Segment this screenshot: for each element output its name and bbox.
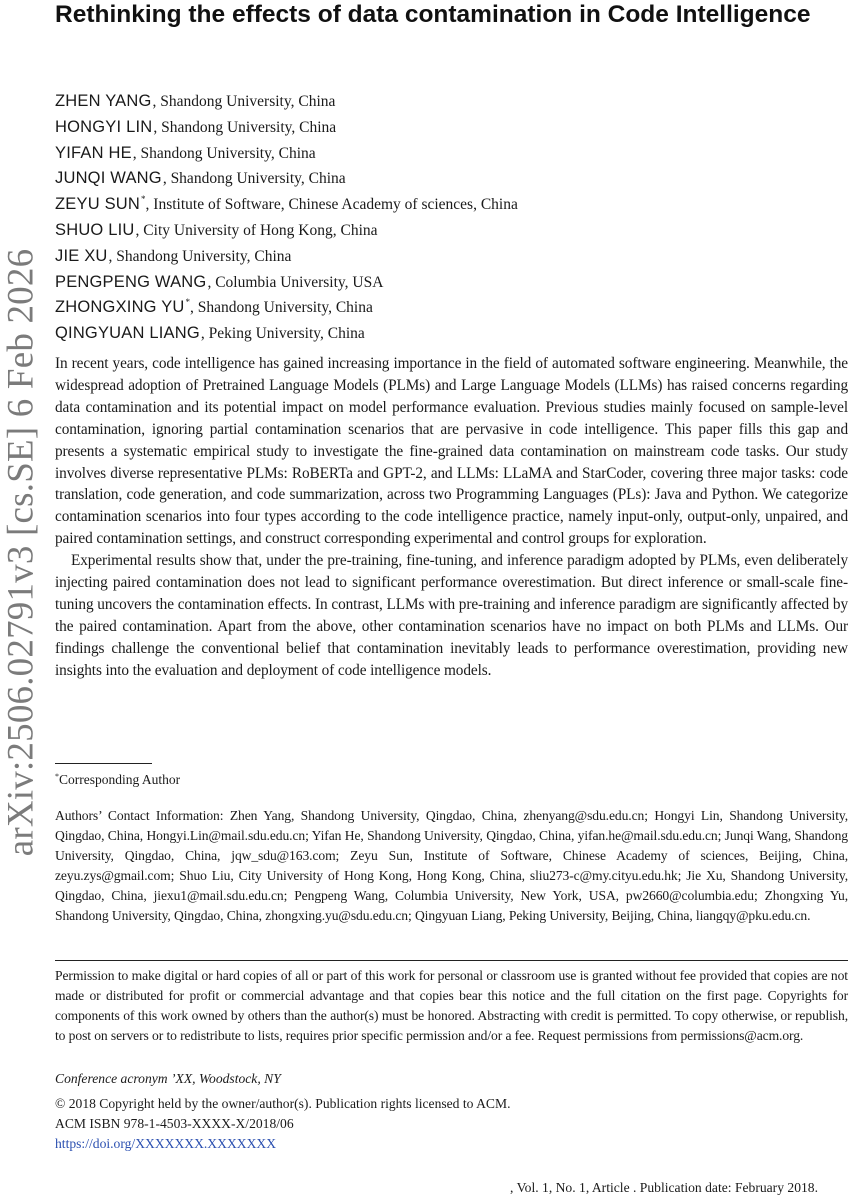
author-affiliation: , Shandong University, China	[132, 144, 316, 162]
abstract-paragraph: Experimental results show that, under the pre-training, fine-tuning, and inference paradigm adopted by PLMs, even deliberately injecting paired contamination does not lead to significant performance overestimation. But direct inference or small-scale fine-tuning uncovers the contamination effects. In contrast, LLMs with pre-training and inference paradigm are significantly affected by the paired contamination. Apart from the above, other contamination scenarios have no impact on both PLMs and LLMs. Our findings challenge the conventional belief that contamination inevitably leads to performance overestimation, providing new insights into the evaluation and deployment of code intelligence models.	[55, 552, 848, 679]
author-name: PENGPENG WANG	[55, 272, 207, 291]
author-affiliation: , Shandong University, China	[108, 247, 292, 265]
corresponding-mark: *	[141, 194, 146, 205]
page-footer: , Vol. 1, No. 1, Article . Publication date: February 2018.	[510, 1180, 818, 1195]
author-affiliation: , Peking University, China	[200, 325, 365, 343]
author-name: JIE XU	[55, 246, 108, 265]
author-name: SHUO LIU	[55, 220, 135, 239]
author-affiliation: , Shandong University, China	[190, 299, 373, 317]
doi-link[interactable]: https://doi.org/XXXXXXX.XXXXXXX	[55, 1136, 277, 1151]
author-contact-information: Authors’ Contact Information: Zhen Yang, Shandong University, Qingdao, China, zhenyang@sdu.edu.cn; Hongyi Lin, Shandong University, Qingdao, China, Hongyi.Lin@mail.sdu.edu.cn; Yifan He, Shandong University, Qingdao, China, yifan.he@mail.sdu.edu.cn; Junqi Wang, Shandong University, Qingdao, China, jqw_sdu@163.com; Zeyu Sun, Institute of Software, Chinese Academy of sciences, Beijing, China, zeyu.zys@gmail.com; Shuo Liu, City University of Hong Kong, Hong Kong, China, sliu273-c@my.cityu.edu.hk; Jie Xu, Shandong University, Qingdao, China, jiexu1@mail.sdu.edu.cn; Pengpeng Wang, Columbia University, New York, USA, pw2660@columbia.edu; Zhongxing Yu, Shandong University, Qingdao, China, zhongxing.yu@sdu.edu.cn; Qingyuan Liang, Peking University, Beijing, China, liangqy@pku.edu.cn.	[55, 808, 848, 923]
author-name: ZEYU SUN	[55, 195, 141, 214]
isbn-line: ACM ISBN 978-1-4503-XXXX-X/2018/06	[55, 1116, 294, 1131]
arxiv-identifier: arXiv:2506.02791v3 [cs.SE] 6 Feb 2026	[0, 248, 42, 856]
conference-line: Conference acronym ’XX, Woodstock, NY	[55, 1071, 281, 1086]
footnote-text: Corresponding Author	[59, 772, 181, 787]
author-affiliation: , Columbia University, USA	[207, 273, 384, 291]
author-list	[55, 84, 848, 342]
permission-notice: Permission to make digital or hard copies of all or part of this work for personal or classroom use is granted without fee provided that copies are not made or distributed for profit or commercial advantage and that copies bear this notice and the full citation on the first page. Copyrights for components of this work owned by others than the author(s) must be honored. Abstracting with credit is permitted. To copy otherwise, or republish, to post on servers or to redistribute to lists, requires prior specific permission and/or a fee. Request permissions from permissions@acm.org.	[55, 968, 848, 1043]
author-entry	[55, 136, 848, 162]
author-name: HONGYI LIN	[55, 117, 153, 136]
author-entry	[55, 290, 848, 316]
author-name: ZHONGXING YU	[55, 298, 185, 317]
copyright-line: © 2018 Copyright held by the owner/author(s). Publication rights licensed to ACM.	[55, 1096, 511, 1111]
author-entry	[55, 161, 848, 187]
author-entry	[55, 316, 848, 342]
abstract	[55, 353, 848, 682]
author-name: ZHEN YANG	[55, 92, 152, 110]
author-affiliation: , City University of Hong Kong, China	[135, 221, 378, 239]
footnote-rule	[55, 763, 152, 764]
corresponding-mark: *	[185, 297, 191, 308]
footnote	[55, 768, 180, 789]
permission-rule	[55, 960, 848, 961]
author-affiliation: , Shandong University, China	[152, 93, 336, 110]
footnote-mark: *	[55, 772, 59, 781]
author-entry	[55, 84, 848, 110]
arxiv-sidebar-stamp	[0, 212, 44, 892]
author-name: YIFAN HE	[55, 143, 132, 162]
author-entry	[55, 213, 848, 239]
author-affiliation: , Institute of Software, Chinese Academy of sciences, China	[145, 196, 518, 214]
author-name: QINGYUAN LIANG	[55, 324, 200, 343]
author-affiliation: , Shandong University, China	[162, 170, 346, 188]
author-entry	[55, 239, 848, 265]
author-entry	[55, 187, 848, 213]
author-affiliation: , Shandong University, China	[153, 118, 337, 136]
author-entry	[55, 265, 848, 291]
copyright-block	[55, 1094, 510, 1154]
paper-title: Rethinking the effects of data contamination in Code Intelligence	[55, 1, 811, 28]
author-entry	[55, 110, 848, 136]
author-name: JUNQI WANG	[55, 169, 162, 188]
abstract-paragraph: In recent years, code intelligence has gained increasing importance in the field of automated software engineering. Meanwhile, the widespread adoption of Pretrained Language Models (PLMs) and Large Language Models (LLMs) has raised concerns regarding data contamination and its potential impact on model performance evaluation. Previous studies mainly focused on sample-level contamination, ignoring partial contamination scenarios that are pervasive in code intelligence. This paper fills this gap and presents a systematic empirical study to investigate the fine-grained data contamination on mainstream code tasks. Our study involves diverse representative PLMs: RoBERTa and GPT-2, and LLMs: LLaMA and StarCoder, covering three major tasks: code translation, code generation, and code summarization, across two Programming Languages (PLs): Java and Python. We categorize contamination scenarios into four types according to the code intelligence practice, namely input-only, output-only, unpaired, and paired contamination settings, and construct corresponding experimental and control groups for exploration.	[55, 355, 848, 548]
